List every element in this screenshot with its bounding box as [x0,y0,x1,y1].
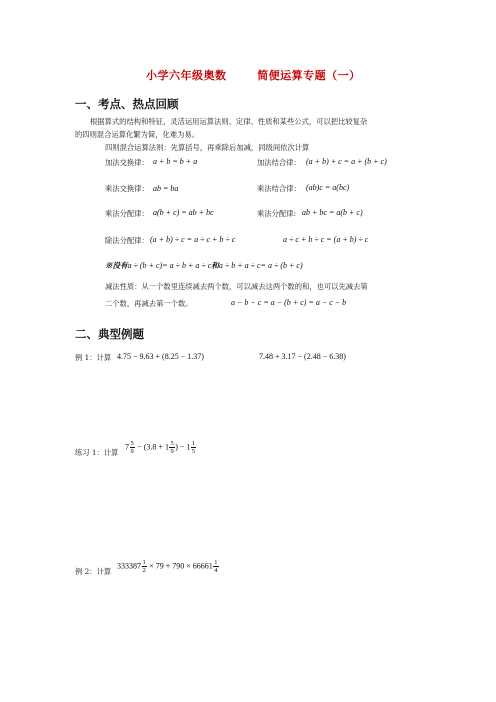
section1-heading: 一、考点、热点回顾 [75,97,179,111]
title-grade: 小学六年级奥数 [146,69,227,82]
mul-assoc-label: 乘法结合律： [257,184,301,193]
add-comm-formula: a + b = b + a [153,157,198,166]
practice1-middle: − (3.8 + 1 [135,442,169,452]
page-title [146,67,361,83]
mul-assoc-formula: (ab)c = a(bc) [306,183,350,192]
add-comm-label: 加法交换律： [105,158,149,167]
mul-dist-formula: a(b + c) = ab + bc [153,208,214,217]
mul-comm-formula: ab = ba [153,184,179,193]
practice1-fraction-2: $\frac{5}{9}$ [170,440,174,455]
div-dist-formula: (a + b) ÷ c = a ÷ c + b ÷ c [150,235,236,244]
mul-dist2-formula: ab + bc = a(b + c) [302,208,363,217]
subtraction-formula: a − b − c = a − (b + c) = a − c − b [231,298,347,307]
note-line [105,260,303,271]
add-assoc-label: 加法结合律： [257,158,301,167]
intro-line-1: 根据算式的结构和特征，灵活运用运算法则、定律、性质和某些公式，可以把比较复杂 [90,117,368,126]
practice1-fraction-3: $\frac{1}{5}$ [191,440,196,455]
practice1-expr [125,440,197,455]
note-formula-2: a ÷ b + a ÷ c [218,261,261,270]
rule-line: 四则混合运算法则：先算括号，再乘除后加减，同级间依次计算 [105,143,310,152]
div-dist-label: 除法分配律： [105,236,149,245]
practice1-whole-1: 7 [125,442,129,452]
subtraction-line-2: 二个数，再减去第一个数。 [105,299,193,308]
example1-label: 例 1：计算 [75,353,112,362]
example2-fraction-1: $\frac{1}{2}$ [142,559,146,574]
note-prefix: ※没有 [105,261,128,270]
note-formula-1: a ÷ (b + c) [127,261,163,270]
div-dist2-formula: a ÷ c + b ÷ c = (a + b) ÷ c [283,235,369,244]
example2-fraction-2: $\frac{1}{4}$ [214,559,218,574]
note-eq-2: = a ÷ (b + c) [260,261,303,270]
add-assoc-formula: (a + b) + c = a + (b + c) [306,157,387,166]
title-topic: 简便运算专题（一） [257,69,361,82]
practice1-tail: ) − 1 [175,442,191,452]
example1-expr-a: 4.75 − 9.63 + (8.25 − 1.37) [117,352,204,361]
example1-expr-b: 7.48 + 3.17 − (2.48 − 6.38) [259,352,346,361]
note-and: 和 [211,261,219,270]
note-eq-1: = a ÷ b + a ÷ c [162,261,212,270]
section2-heading: 二、典型例题 [75,327,144,341]
example2-expr [117,559,219,574]
example2-middle: × 79 + 790 × 66661 [147,561,213,571]
example2-label: 例 2：计算 [75,567,112,576]
practice1-fraction-1: $\frac{5}{9}$ [130,440,134,455]
intro-line-2: 的四则混合运算化繁为简，化难为易。 [75,130,200,139]
subtraction-line-1: 减法性质：从一个数里连续减去两个数，可以减去这两个数的和，也可以先减去第 [105,282,368,291]
mul-dist2-label: 乘法分配律: [257,209,296,218]
mul-comm-label: 乘法交换律： [105,184,149,193]
practice1-label: 练习 1：计算 [75,448,119,457]
mul-dist-label: 乘法分配律： [105,209,149,218]
example2-whole-1: 333387 [117,561,141,571]
